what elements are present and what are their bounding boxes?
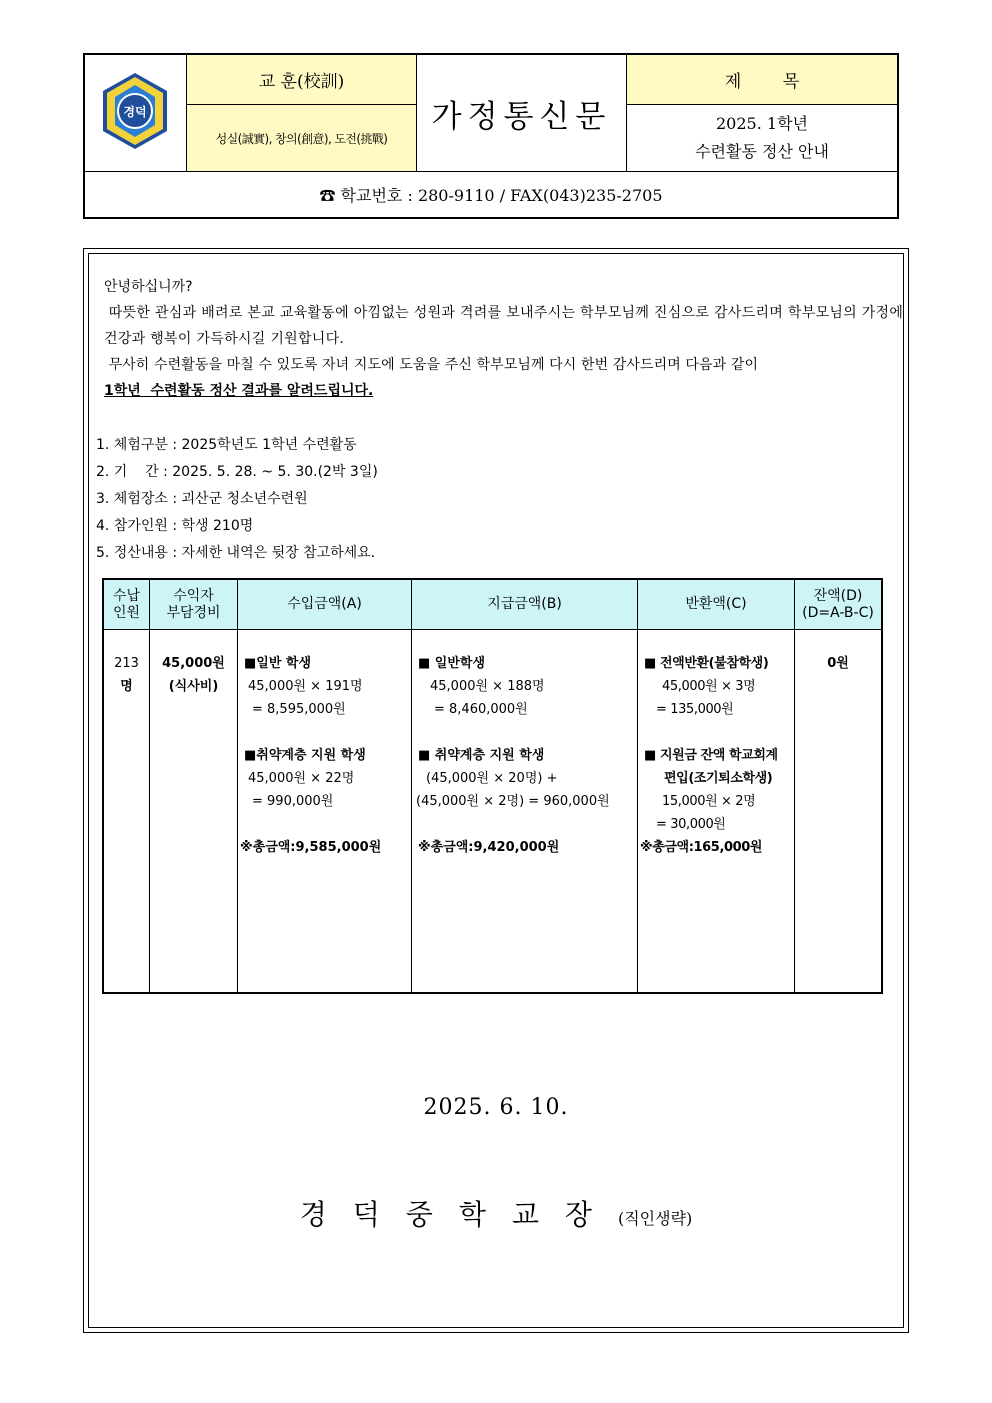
column-fee — [150, 580, 238, 992]
column-refund — [638, 580, 795, 992]
cell-text: = 8,595,000원 — [252, 702, 346, 717]
cell-text: 편입(조기퇴소학생) — [664, 771, 773, 786]
column-header: 반환액(C) — [638, 580, 794, 630]
letter-header — [83, 53, 899, 219]
school-logo — [85, 55, 187, 171]
cell-text: = 8,460,000원 — [434, 702, 528, 717]
column-income — [238, 580, 412, 992]
column-payment — [412, 580, 638, 992]
cell-text: 45,000원 × 191명 — [248, 679, 363, 694]
cell-text: 45,000원 × 188명 — [430, 679, 545, 694]
motto-values: 성실(誠實), 창의(創意), 도전(挑戰) — [187, 105, 417, 171]
cell-text: 명 — [120, 679, 133, 694]
cell-text: = 135,000원 — [656, 702, 734, 717]
table-cell — [412, 630, 637, 859]
cell-text: 15,000원 × 2명 — [662, 794, 756, 809]
cell-text: ■ 취약계층 지원 학생 — [418, 748, 545, 763]
cell-text: ■ 전액반환(불참학생) — [644, 656, 769, 671]
contact-line: ☎ 학교번호 : 280-9110 / FAX(043)235-2705 — [85, 171, 897, 217]
table-cell: 0원 — [827, 656, 849, 671]
principal-title: 경덕중학교장 — [299, 1198, 618, 1231]
cell-text: (식사비) — [168, 679, 219, 694]
cell-text: (45,000원 × 2명) = 960,000원 — [416, 794, 610, 809]
cell-text: ※총금액:9,420,000원 — [418, 840, 560, 855]
signature-line — [0, 1193, 992, 1233]
logo-text: 경덕 — [123, 105, 147, 119]
intro-emphasis: 1학년 수련활동 정산 결과를 알려드립니다. — [104, 383, 374, 399]
list-item: 2. 기 간 : 2025. 5. 28. ~ 5. 30.(2박 3일) — [96, 464, 378, 480]
subject-value — [627, 105, 897, 171]
cell-text: ■일반 학생 — [244, 656, 312, 671]
column-balance — [795, 580, 881, 992]
cell-text: ※총금액:165,000원 — [640, 840, 763, 855]
column-header: 수입금액(A) — [238, 580, 411, 630]
column-count — [104, 580, 150, 992]
cell-text: ■취약계층 지원 학생 — [244, 748, 366, 763]
table-cell — [104, 630, 149, 698]
cell-text: 213 — [114, 656, 139, 671]
cell-text: 45,000원 — [162, 656, 225, 671]
table-cell — [150, 630, 237, 698]
settlement-table — [102, 578, 883, 994]
header-text: 수납 — [112, 587, 141, 604]
subject-line-1: 2025. 1학년 — [716, 114, 808, 133]
list-item: 4. 참가인원 : 학생 210명 — [96, 518, 254, 534]
summary-items — [96, 432, 378, 567]
cell-text: 45,000원 × 3명 — [662, 679, 756, 694]
header-text: (D=A-B-C) — [802, 604, 874, 621]
header-text: 수익자 — [173, 587, 214, 604]
subject-heading: 제 목 — [627, 55, 897, 105]
cell-text: ※총금액:9,585,000원 — [240, 840, 382, 855]
intro-paragraph-2: 무사히 수련활동을 마칠 수 있도록 자녀 지도에 도움을 주신 학부모님께 다시 한번 감사드리며 다음과 같이 — [104, 357, 759, 373]
column-header — [150, 580, 237, 630]
column-header — [104, 580, 149, 630]
motto-heading: 교 훈(校訓) — [187, 55, 417, 105]
table-cell — [238, 630, 411, 859]
cell-text: = 30,000원 — [656, 817, 726, 832]
subject-line-2: 수련활동 정산 안내 — [695, 142, 829, 161]
cell-text: 45,000원 × 22명 — [248, 771, 355, 786]
cell-text: (45,000원 × 20명) + — [426, 771, 558, 786]
intro-paragraph-1: 따뜻한 관심과 배려로 본교 교육활동에 아낌없는 성원과 격려를 보내주시는 학부모님께 진심으로 감사드리며 학부모님의 가정에 건강과 행복이 가득하시길 기원합니다. — [104, 305, 908, 347]
list-item: 3. 체험장소 : 괴산군 청소년수련원 — [96, 491, 308, 507]
header-text: 잔액(D) — [813, 587, 863, 604]
list-item: 5. 정산내용 : 자세한 내역은 뒷장 참고하세요. — [96, 545, 376, 561]
column-header: 지급금액(B) — [412, 580, 637, 630]
table-cell — [638, 630, 794, 859]
cell-text: = 990,000원 — [252, 794, 334, 809]
document-title: 가정통신문 — [417, 55, 627, 171]
list-item: 1. 체험구분 : 2025학년도 1학년 수련활동 — [96, 437, 357, 453]
school-emblem-icon — [85, 55, 185, 171]
column-header — [795, 580, 881, 630]
header-text: 부담경비 — [166, 604, 221, 621]
greeting: 안녕하십니까? — [104, 279, 193, 295]
issue-date: 2025. 6. 10. — [423, 1095, 569, 1120]
seal-note: (직인생략) — [617, 1209, 693, 1228]
cell-text: ■ 지원금 잔액 학교회계 — [644, 748, 778, 763]
intro-text — [104, 274, 908, 404]
cell-text: ■ 일반학생 — [418, 656, 486, 671]
header-text: 인원 — [112, 604, 141, 621]
